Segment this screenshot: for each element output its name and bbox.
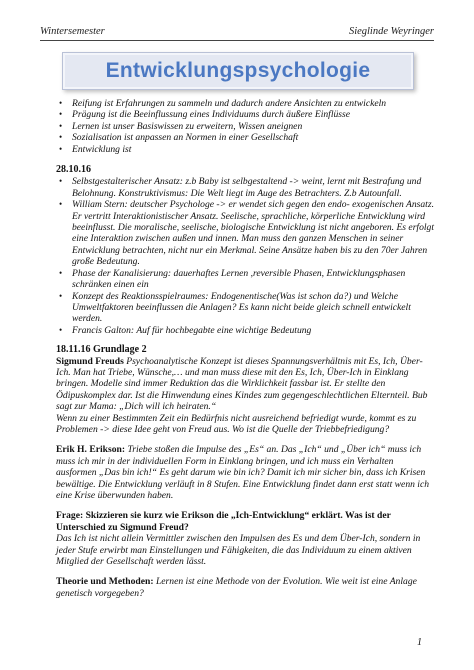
list-item-text: Phase der Kanalisierung: dauerhaftes Lernen ,reversible Phasen, Entwicklungsphasen schränken einen ein <box>72 267 406 291</box>
list-item <box>56 176 434 199</box>
list-item-text: Prägung ist die Beeinflussung eines Individuums durch äußere Einflüsse <box>72 109 351 121</box>
list-item <box>56 199 434 267</box>
title-box <box>62 52 414 90</box>
document-title: Entwicklungspsychologie <box>105 59 371 82</box>
intro-list <box>56 98 434 155</box>
list-item-text: Francis Galton: Auf für hochbegabte eine wichtige Bedeutung <box>72 324 312 336</box>
list-item <box>56 109 434 120</box>
list-item <box>56 268 434 291</box>
theory-paragraph <box>56 576 434 599</box>
list-item <box>56 291 434 325</box>
list-item <box>56 144 434 155</box>
freud-paragraph <box>56 356 434 413</box>
bullet-icon: • <box>59 267 63 278</box>
header-right: Sieglinde Weyringer <box>348 26 434 37</box>
question-answer: Das Ich ist nicht allein Vermittler zwischen den Impulsen des Es und dem Über-Ich, sondern in jeder Stufe erwirbt man Einstellungen und Fähigkeiten, die das Individuum zu einem aktiven Mitglied der Gesellschaft werden lässt. <box>56 533 421 568</box>
freud-name: Sigmund Freuds <box>56 355 124 367</box>
bullet-icon: • <box>59 98 63 108</box>
theory-name: Theorie und Methoden: <box>56 576 154 588</box>
bullet-icon: • <box>59 176 63 187</box>
list-item-text: Entwicklung ist <box>72 143 132 155</box>
erikson-text: Triebe stoßen die Impulse des „Es“ an. Das „Ich“ und „Über ich“ muss ich muss ich mir in der individuellen Form in Einklang bringen, und ich muss ein Verhalten ausformen „Das bin ich!“ Es geht darum wie bin ich? Damit ich mir sicher bin, dass ich Krisen bewältige. Die Entwicklung verläuft in 8 Stufen. Eine Entwicklung findet dann erst statt wenn ich eine Krise überwunden haben. <box>56 444 430 501</box>
list-item <box>56 121 434 132</box>
header-left: Wintersemester <box>40 26 105 37</box>
question-heading: Frage: Skizzieren sie kurz wie Erikson die „Ich-Entwicklung“ erklärt. Was ist der Unterschied zu Sigmund Freud? <box>56 510 391 533</box>
document-body <box>56 98 434 599</box>
date1-list <box>56 176 434 336</box>
list-item-text: Selbstgestalterischer Ansatz: z.b Baby ist selbgestaltend -> weint, lernt mit Bestrafung und Belohnung. Konstruktivismus: Die Welt liegt im Auge des Betrachters. Z.b Autounfall. <box>72 176 422 199</box>
bullet-icon: • <box>59 143 63 154</box>
list-item-text: Konzept des Reaktionsspielraumes: Endogenentische(Was ist schon da?) und Welche Umweltfaktoren beeinflussen die Anlagen? Es kann nicht beide gleich schnell entwickelt werden. <box>72 290 411 325</box>
list-item-text: William Stern: deutscher Psychologe -> er wendet sich gegen den endo- exogenischen Ansatz. Er vertritt Interaktionistischer Ansatz. Seelische, sprachliche, körperliche Entwicklung wird beeinflusst. Die moralische, seelische, biologische Entwicklung ist nicht angeboren. Es erfolgt eine Interaktion zwischen außen und innen. Man muss den ganzen Menschen in seiner Entwicklung betrachten, nicht nur ein Merkmal. Seine Ansätze haben bis zu den 70er Jahren große Bedeutung. <box>72 199 435 268</box>
page-header <box>40 26 434 41</box>
freud-paragraph-2: Wenn zu einer Bestimmten Zeit ein Bedürfnis nicht ausreichend befriedigt wurde, kommt es zu Problemen -> diese Idee geht von Freud aus. Wo ist die Quelle der Triebbefriedigung? <box>56 412 417 435</box>
date-heading: 28.10.16 <box>56 164 91 176</box>
erikson-paragraph <box>56 444 434 501</box>
question-block <box>56 510 434 567</box>
erikson-name: Erik H. Erikson: <box>56 444 126 456</box>
bullet-icon: • <box>59 290 63 301</box>
list-item-text: Lernen ist unser Basiswissen zu erweitern, Wissen aneignen <box>72 120 303 132</box>
bullet-icon: • <box>59 199 63 210</box>
list-item <box>56 98 434 109</box>
bullet-icon: • <box>59 109 63 120</box>
bullet-icon: • <box>59 324 63 335</box>
theory-text: Lernen ist eine Methode von der Evolution. Wie weit ist eine Anlage genetisch vorgegeben? <box>56 576 417 599</box>
section-grundlage-2 <box>56 344 434 435</box>
section-heading: 18.11.16 Grundlage 2 <box>56 344 147 356</box>
freud-text: Psychoanalytische Konzept ist dieses Spannungsverhältnis mit Es, Ich, Über-Ich. Man hat Triebe, Wünsche,… und man muss diese mit den Es, Ich, Über-Ich in Einklang bringen. Modelle sind immer Reduktion das die Wirklichkeit fassbar ist. Er stellte den Ödipuskomplex dar. Ist die Hinwendung eines Kindes zum gegengeschlechtlichen Elternteil. Bub sagt zur Mama: „Dich will ich heiraten.“ <box>56 355 428 413</box>
list-item-text: Sozialisation ist anpassen an Normen in einer Gesellschaft <box>72 132 299 144</box>
list-item <box>56 325 434 336</box>
bullet-icon: • <box>59 120 63 131</box>
list-item <box>56 132 434 143</box>
bullet-icon: • <box>59 132 63 143</box>
list-item-text: Reifung ist Erfahrungen zu sammeln und dadurch andere Ansichten zu entwickeln <box>72 98 387 109</box>
page-number: 1 <box>417 637 422 648</box>
